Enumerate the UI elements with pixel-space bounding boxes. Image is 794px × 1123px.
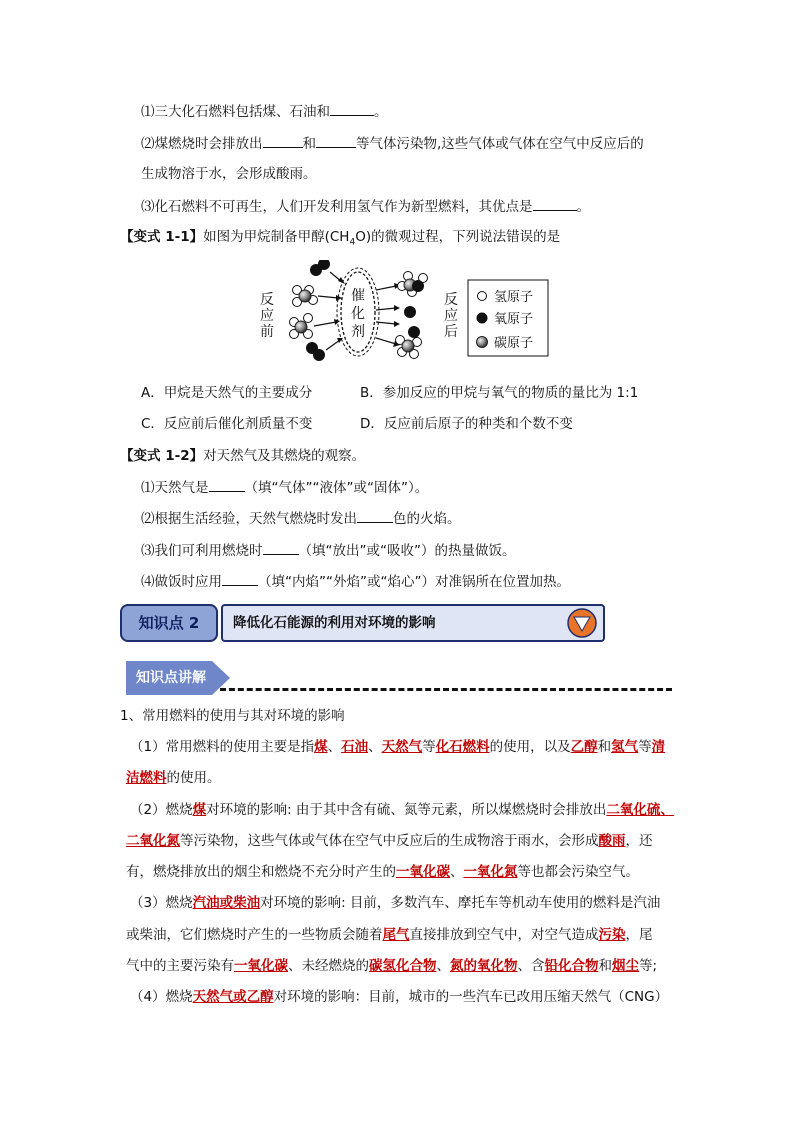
body-text: 的使用。 <box>166 770 221 786</box>
lecture-divider <box>220 688 672 692</box>
para-2-line-3 <box>126 862 639 882</box>
body-text: 的使用，以及 <box>489 739 571 755</box>
content-heading: 1、常用燃料的使用与其对环境的影响 <box>120 708 345 724</box>
oxygen-legend-icon <box>477 313 488 324</box>
v12-line-3: ⑶我们可利用燃烧时 （填“放出”或“吸收”）的热量做饭。 <box>141 540 515 561</box>
reaction-diagram <box>250 260 550 370</box>
carbon-atom <box>295 321 307 333</box>
v12-line-1: ⑴天然气是 （填“气体”“液体”或“固体”）。 <box>141 477 428 498</box>
chevron-down-icon[interactable] <box>567 608 597 638</box>
knowledge-point-badge <box>120 604 218 642</box>
body-text: 有，燃烧排放出的烟尘和燃烧不充分时产生的 <box>126 864 396 880</box>
answer-blank[interactable] <box>263 133 303 148</box>
body-text: 、未经燃烧的 <box>288 958 369 974</box>
catalyst-label-3: 剂 <box>351 324 365 340</box>
key-term: 天然气或乙醇 <box>192 989 274 1005</box>
body-text: 等 <box>422 739 436 755</box>
body-text: （3）燃烧 <box>130 895 193 911</box>
catalyst-label-2: 化 <box>351 306 365 322</box>
para-1-line-1 <box>130 737 665 757</box>
answer-blank[interactable] <box>263 540 299 555</box>
body-text: 对环境的影响：目前，城市的一些汽车已改用压缩天然气（CNG） <box>273 989 669 1005</box>
key-term: 污染 <box>598 927 626 943</box>
body-text: 气中的主要污染有 <box>126 958 234 974</box>
para-1-line-2 <box>126 768 221 788</box>
body-text: 和 <box>598 958 612 974</box>
body-text: ，尾 <box>625 927 653 943</box>
body-text: 对环境的影响: 目前，多数汽车、摩托车等机动车使用的燃料是汽油 <box>260 895 661 911</box>
key-term: 煤 <box>192 802 207 818</box>
body-text: （2）燃烧 <box>130 802 193 818</box>
legend-carbon: 碳原子 <box>494 336 534 351</box>
answer-blank[interactable] <box>222 571 258 586</box>
key-term: 碳氢化合物 <box>369 958 437 974</box>
key-term: 乙醇 <box>570 739 598 755</box>
v12-line-4: ⑷做饭时应用 （填“内焰”“外焰”或“焰心”）对准锅所在位置加热。 <box>141 571 570 592</box>
para-2-line-1 <box>130 800 674 820</box>
answer-blank[interactable] <box>330 101 374 116</box>
variant-1-1-stem: 【变式 1-1】如图为甲烷制备甲醇$(CH_4O)$的微观过程，下列说法错误的是 <box>120 229 561 248</box>
after-label-2: 应 <box>444 308 458 324</box>
key-term: 清 <box>651 739 666 755</box>
q-line-1: ⑴三大化石燃料包括煤、石油和 。 <box>141 101 388 122</box>
key-term: 天然气 <box>381 739 423 755</box>
body-text: 、含 <box>517 958 545 974</box>
key-term: 汽油或柴油 <box>192 895 261 911</box>
legend-oxygen: 氧原子 <box>494 312 534 327</box>
body-text: 直接排放到空气中，对空气造成 <box>409 927 599 943</box>
body-text: （1）常用燃料的使用主要是指 <box>130 739 315 755</box>
key-term: 一氧化碳 <box>234 958 288 974</box>
key-term: 石油 <box>341 739 369 755</box>
key-term: 铅化合物 <box>544 958 599 974</box>
para-2-line-2 <box>126 831 653 851</box>
para-3-line-2 <box>126 925 653 945</box>
body-text: 等污染物，这些气体或气体在空气中反应后的生成物溶于雨水，会形成 <box>180 833 599 849</box>
q-line-3: 生成物溶于水，会形成酸雨。 <box>141 166 317 182</box>
para-3-line-1 <box>130 893 660 913</box>
body-text: 、 <box>450 864 464 880</box>
after-label-1: 反 <box>444 292 458 308</box>
before-label-2: 应 <box>260 308 274 324</box>
option-b[interactable]: B．参加反应的甲烷与氧气的物质的量比为 1:1 <box>360 385 639 401</box>
body-text: （4）燃烧 <box>130 989 193 1005</box>
key-term: 烟尘 <box>612 958 639 974</box>
variant-1-2-stem: 【变式 1-2】对天然气及其燃烧的观察。 <box>120 448 366 464</box>
oxygen-atom <box>408 326 420 338</box>
key-term: 尾气 <box>382 927 410 943</box>
body-text: 、 <box>368 739 382 755</box>
body-text: 、 <box>327 739 342 755</box>
key-term: 化石燃料 <box>435 739 490 755</box>
body-text: 等也都会污染空气。 <box>517 864 639 880</box>
v12-line-2: ⑵根据生活经验，天然气燃烧时发出 色的火焰。 <box>141 508 461 529</box>
key-term: 氢气 <box>611 739 639 755</box>
oxygen-atom <box>412 280 424 292</box>
hydrogen-legend-icon <box>478 292 487 301</box>
answer-blank[interactable] <box>209 477 245 492</box>
body-text: 对环境的影响: 由于其中含有硫、氮等元素，所以煤燃烧时会排放出 <box>206 802 607 818</box>
oxygen-atom <box>313 349 325 361</box>
legend-hydrogen: 氢原子 <box>494 290 534 305</box>
carbon-atom <box>402 340 414 352</box>
oxygen-atom <box>404 306 416 318</box>
body-text: 等 <box>638 739 652 755</box>
answer-blank[interactable] <box>357 508 393 523</box>
key-term: 煤 <box>314 739 328 755</box>
option-a[interactable]: A．甲烷是天然气的主要成分 <box>141 385 313 401</box>
option-d[interactable]: D．反应前后原子的种类和个数不变 <box>360 416 573 432</box>
after-label-3: 后 <box>444 324 458 340</box>
answer-blank[interactable] <box>533 196 577 211</box>
para-3-line-3 <box>126 956 657 976</box>
lecture-label: 知识点讲解 <box>136 670 206 686</box>
body-text: 、 <box>436 958 450 974</box>
key-term: 一氧化氮 <box>463 864 518 880</box>
knowledge-point-title: 降低化石能源的利用对环境的影响 <box>233 615 436 631</box>
before-label-1: 反 <box>260 292 274 308</box>
option-c[interactable]: C．反应前后催化剂质量不变 <box>141 416 313 432</box>
para-4-line-1 <box>130 987 668 1007</box>
key-term: 酸雨 <box>598 833 626 849</box>
carbon-legend-icon <box>477 337 488 348</box>
hydrogen-atom <box>304 314 313 323</box>
key-term: 氮的氧化物 <box>450 958 518 974</box>
knowledge-point-label: 知识点 2 <box>138 614 200 632</box>
body-text: 和 <box>597 739 612 755</box>
q-line-2: ⑵煤燃烧时会排放出 和 等气体污染物,这些气体或气体在空气中反应后的 <box>141 133 644 154</box>
body-text: 或柴油，它们燃烧时产生的一些物质会随着 <box>126 927 383 943</box>
answer-blank[interactable] <box>316 133 356 148</box>
q-line-4: ⑶化石燃料不可再生，人们开发利用氢气作为新型燃料，其优点是 。 <box>141 196 590 217</box>
body-text: 等; <box>639 958 658 974</box>
key-term: 一氧化碳 <box>396 864 450 880</box>
before-label-3: 前 <box>260 324 274 340</box>
key-term: 二氧化硫、 <box>606 802 674 818</box>
body-text: ，还 <box>625 833 653 849</box>
key-term: 洁燃料 <box>126 770 167 786</box>
carbon-atom <box>299 290 311 302</box>
knowledge-point-title-bar[interactable] <box>221 604 605 642</box>
catalyst-label-1: 催 <box>351 288 365 304</box>
key-term: 二氧化氮 <box>126 833 180 849</box>
